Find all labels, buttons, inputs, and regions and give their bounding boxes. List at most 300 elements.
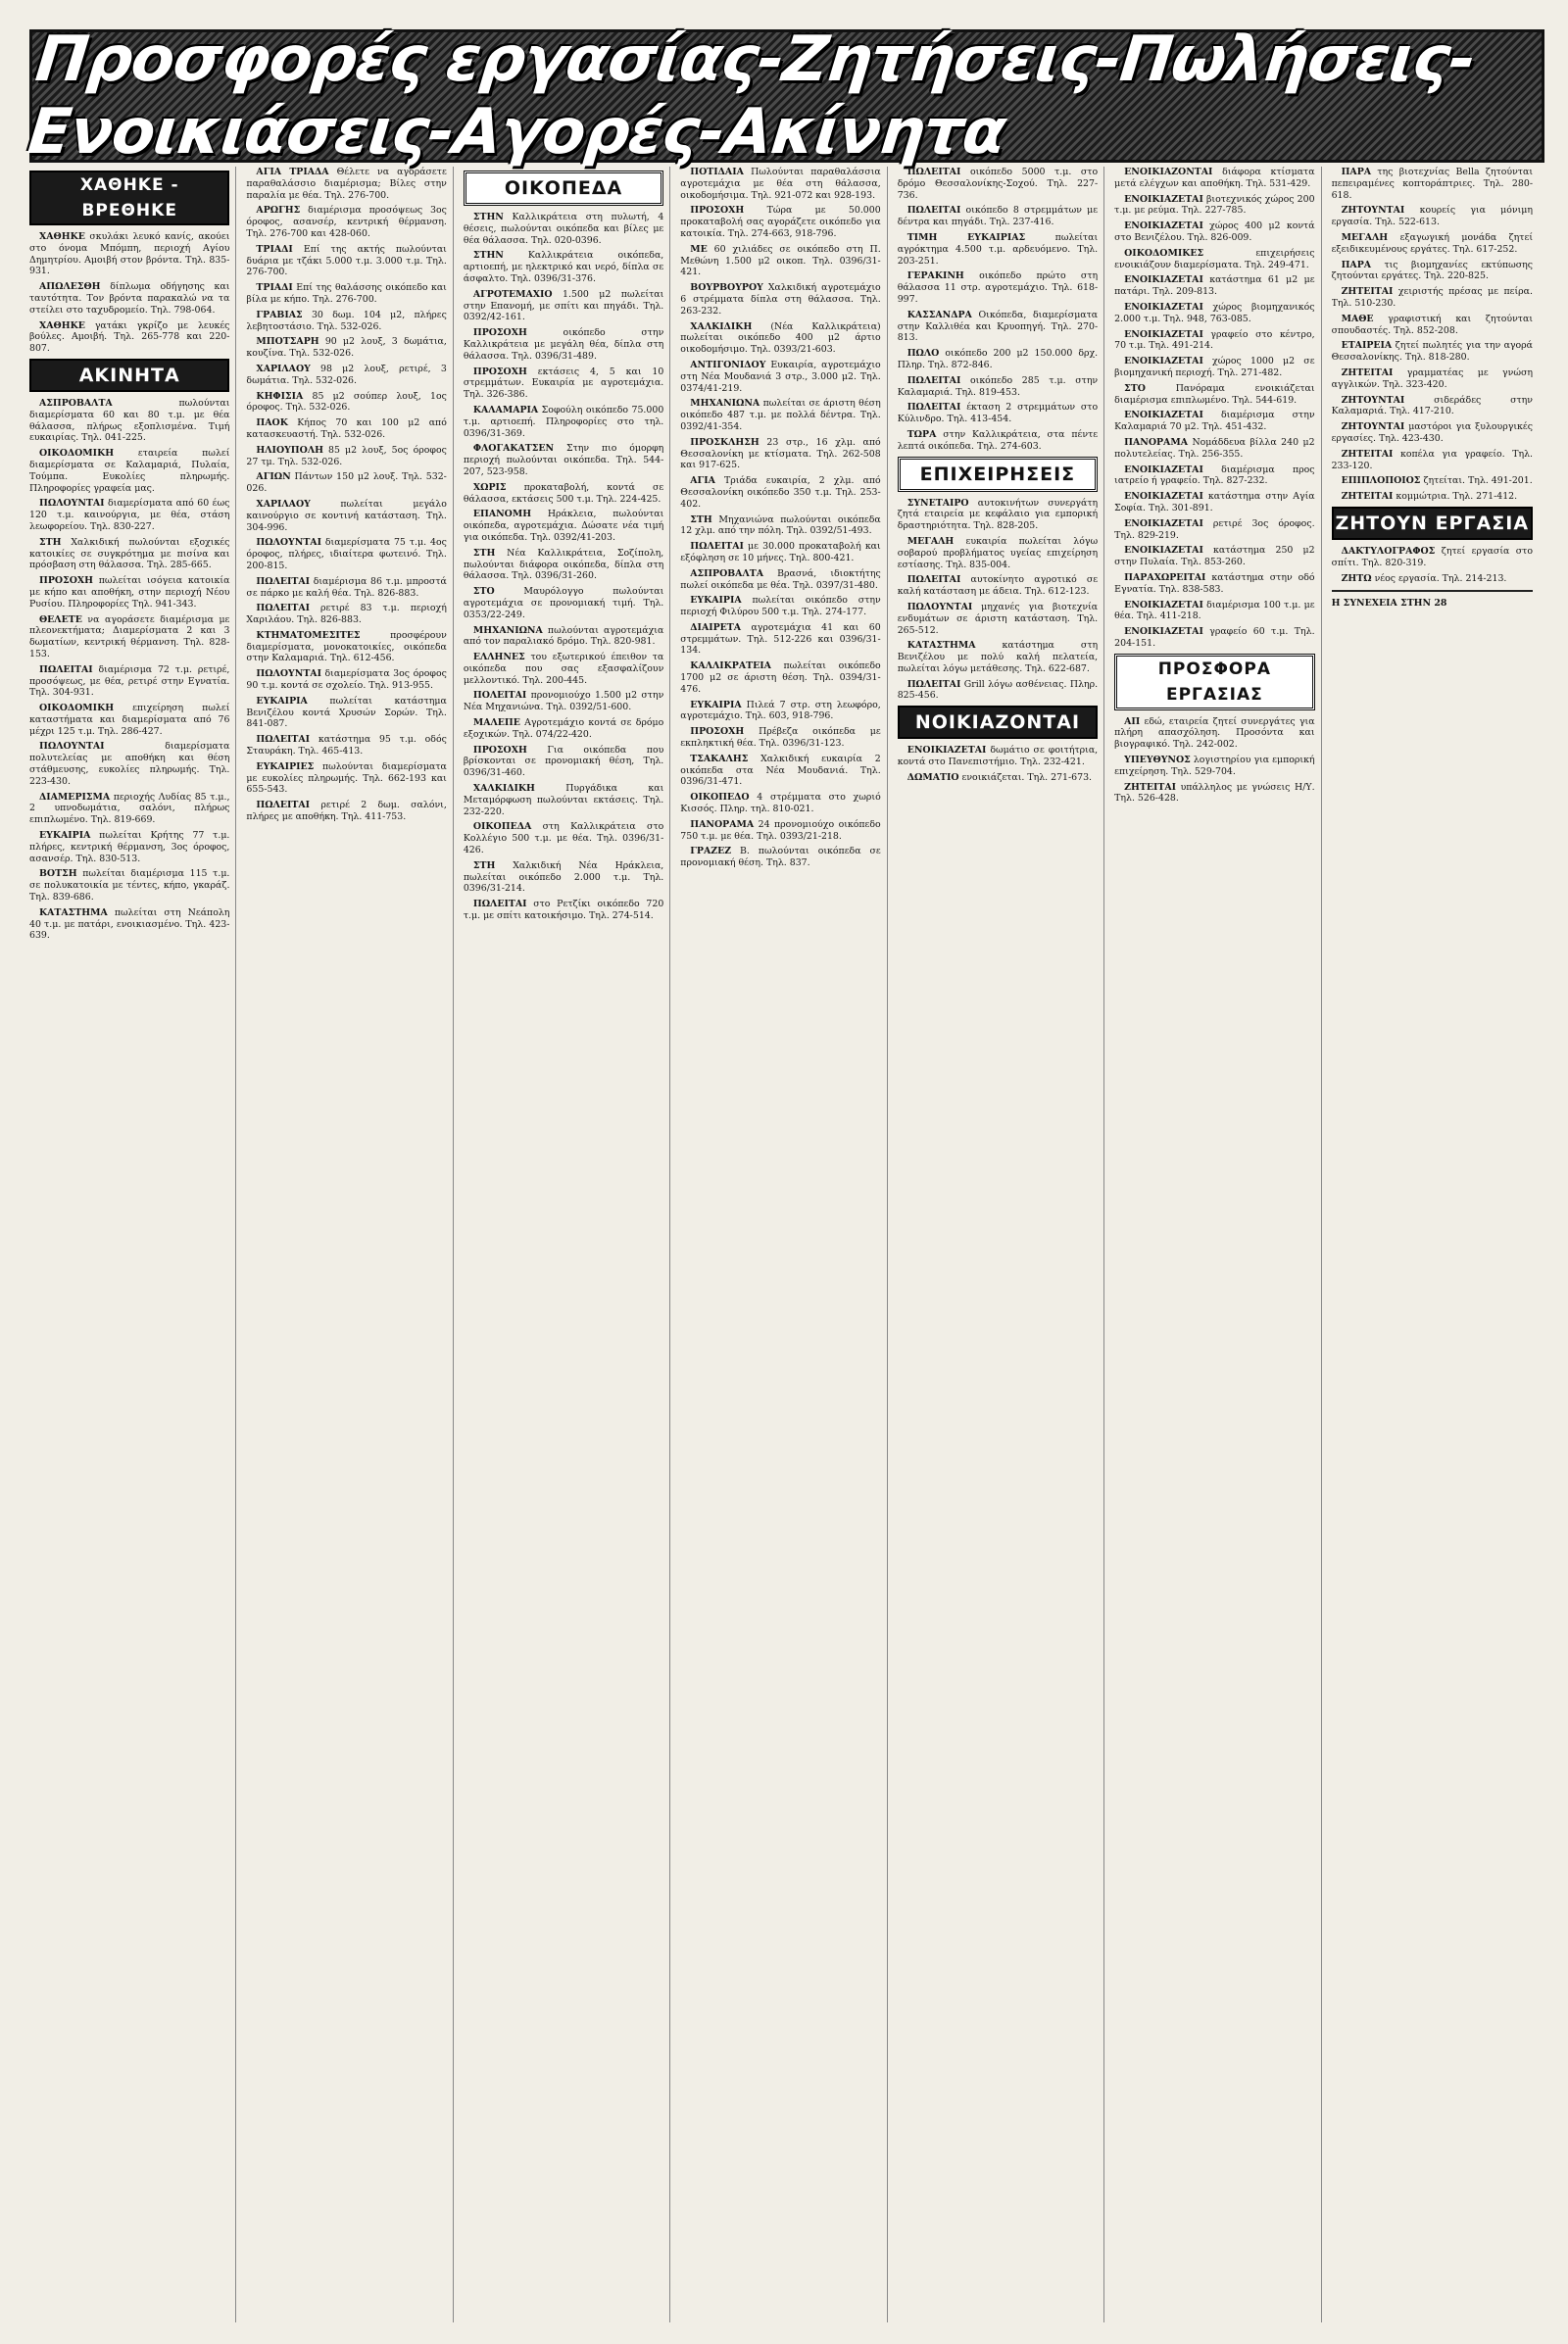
ad-text: πωλείται σε άριστη θέση οικόπεδο 487 τ.μ. με πολλά δέντρα. Τηλ. 0392/41-354. bbox=[680, 398, 881, 432]
classified-ad bbox=[1114, 356, 1314, 379]
ad-text: προσφέρουν διαμερίσματα, μονοκατοικίες, οικόπεδα στην Καλαμαριά. Τηλ. 612-456. bbox=[246, 629, 447, 664]
classified-ad bbox=[1114, 248, 1314, 271]
section-banner bbox=[24, 24, 1544, 169]
ad-text: Ευκαιρία, αγροτεμάχιο στη Νέα Μουδανιά 3 στρ., 3.000 μ2. Τηλ. 0374/41-219. bbox=[680, 359, 881, 394]
ad-text: 24 προνομιούχο οικόπεδο 750 τ.μ. με θέα. Τηλ. 0393/21-218. bbox=[680, 818, 881, 842]
ads-realestate-cont bbox=[246, 167, 446, 823]
ad-text: εταιρεία πωλεί διαμερίσματα σε Καλαμαριά, Πυλαία, Τούμπα. Ευκολίες πληρωμής. Πληροφορίες γραφεία μας. bbox=[29, 448, 230, 494]
ad-text: 90 μ2 λουξ, 3 δωμάτια, κουζίνα. Τηλ. 532-026. bbox=[246, 336, 447, 360]
classified-ad bbox=[464, 482, 663, 506]
ad-lead: ΠΩΛΕΙΤΑΙ bbox=[256, 734, 311, 746]
ad-lead: ΠΩΛΕΙΤΑΙ bbox=[256, 603, 311, 614]
ad-text: εκτάσεις 4, 5 και 10 στρεμμάτων. Ευκαιρία με αγροτεμάχια. Τηλ. 326-386. bbox=[463, 366, 664, 401]
ad-lead: ΚΑΣΣΑΝΔΡΑ bbox=[906, 309, 972, 320]
ad-text: Πάντων 150 μ2 λουξ. Τηλ. 532-026. bbox=[246, 471, 447, 495]
ad-text: ρετιρέ 83 τ.μ. περιοχή Χαριλάου. Τηλ. 826-883. bbox=[246, 603, 447, 626]
ad-lead: ΕΝΟΙΚΙΑΖΕΤΑΙ bbox=[1124, 410, 1203, 421]
ads-jobs-wanted bbox=[1332, 546, 1533, 584]
classified-ad bbox=[680, 244, 880, 278]
ad-lead: ΕΝΟΙΚΙΑΖΕΤΑΙ bbox=[1124, 599, 1203, 610]
ad-text: οικόπεδο 200 μ2 150.000 δρχ. Πληρ. Τηλ. 872-846. bbox=[897, 348, 1099, 370]
classified-ad bbox=[680, 398, 880, 432]
ad-text: εδώ, εταιρεία ζητεί συνεργάτες για πλήρη απασχόληση. Προσόντα και βιογραφικό. Τηλ. 242-002. bbox=[1114, 715, 1315, 751]
classified-ad bbox=[29, 498, 229, 532]
column-4 bbox=[680, 167, 887, 2322]
ad-text: κοπέλα για γραφείο. Τηλ. 233-120. bbox=[1331, 448, 1533, 471]
ad-text: κατάστημα στην οδό Εγνατία. Τηλ. 838-583. bbox=[1114, 571, 1315, 595]
classified-ad bbox=[680, 167, 880, 201]
classified-ad bbox=[464, 250, 663, 284]
ad-text: μαστόροι για ξυλουργικές εργασίες. Τηλ. 423-430. bbox=[1331, 421, 1534, 444]
ad-text: Πρέβεζα οικόπεδα με εκπληκτική θέα. Τηλ. 0396/31-123. bbox=[680, 726, 881, 750]
ad-text: σιδεράδες στην Καλαμαριά. Τηλ. 417-210. bbox=[1331, 394, 1533, 417]
ad-text: Χαλκιδική αγροτεμάχιο 6 στρέμματα δίπλα στη θάλασσα. Τηλ. 263-232. bbox=[680, 282, 881, 317]
classified-ad bbox=[1332, 260, 1533, 283]
classified-ad bbox=[680, 205, 880, 239]
ad-text: 85 μ2 σούπερ λουξ, 1ος όροφος. Τηλ. 532-026. bbox=[246, 390, 447, 414]
ad-text: κατάστημα στη Βενιζέλου με πολύ καλή πελατεία, πωλείται λόγω μετάθεσης. Τηλ. 622-687. bbox=[897, 640, 1099, 674]
ad-lead: ΒΟΤΣΗ bbox=[39, 868, 77, 880]
ad-text: χειριστής πρέσας με πείρα. Τηλ. 510-230. bbox=[1331, 286, 1533, 309]
classified-ad bbox=[1114, 600, 1314, 623]
ad-lead: ΑΝΤΙΓΟΝΙΔΟΥ bbox=[690, 359, 766, 370]
ad-text: αυτοκινήτων συνεργάτη ζητά εταιρεία με κεφάλαιο για εμπορική δραστηριότητα. Τηλ. 828-205. bbox=[897, 497, 1099, 532]
ad-lead: ΤΡΙΑΔΙ bbox=[256, 243, 293, 255]
ad-lead: ΠΩΛΕΙΤΑΙ bbox=[906, 167, 961, 177]
ad-lead: ΧΩΡΙΣ bbox=[472, 481, 507, 493]
ad-text: Πωλούνται παραθαλάσσια αγροτεμάχια με θέα στη θάλασσα, οικοδομήσιμα. Τηλ. 921-072 και 928-193. bbox=[680, 167, 881, 201]
ad-lead: ΠΑΡΑΧΩΡΕΙΤΑΙ bbox=[1124, 571, 1206, 583]
ad-lead: ΠΩΛΟΥΝΤΑΙ bbox=[256, 668, 321, 680]
ad-text: ζητείται. Τηλ. 491-201. bbox=[1423, 475, 1533, 487]
ad-lead: ΠΡΟΣΟΧΗ bbox=[39, 575, 93, 587]
ad-lead: ΣΤΗΝ bbox=[472, 212, 504, 222]
classified-ad bbox=[1114, 437, 1314, 461]
classified-ad bbox=[1114, 491, 1314, 514]
classified-ad bbox=[1332, 167, 1533, 201]
classified-ad bbox=[246, 336, 446, 360]
ad-lead: ΖΗΤΟΥΝΤΑΙ bbox=[1341, 394, 1405, 406]
ad-text: να αγοράσετε διαμέρισμα με πλεονεκτήματα; Διαμερίσματα 2 και 3 δωματίων, κεντρική θέρμανση. Τηλ. 828-153. bbox=[29, 613, 230, 659]
classified-ad bbox=[29, 231, 229, 277]
classified-ad bbox=[246, 668, 446, 692]
ad-text: σκυλάκι λευκό κανίς, ακούει στο όνομα Μπόμπη, περιοχή Αγίου Δημητρίου. Αμοιβή στον βρόντα. Τηλ. 835-931. bbox=[29, 231, 230, 277]
ad-text: γατάκι γκρίζο με λευκές βούλες. Αμοιβή. Τηλ. 265-778 και 220-807. bbox=[29, 319, 230, 355]
classified-ad bbox=[464, 548, 663, 582]
classified-ad bbox=[464, 327, 663, 362]
classified-ad bbox=[1114, 626, 1314, 650]
classified-ad bbox=[29, 664, 229, 699]
ad-text: κατάστημα 61 μ2 με πατάρι. Τηλ. 209-813. bbox=[1114, 274, 1315, 298]
classified-ad bbox=[898, 167, 1098, 201]
classified-ad bbox=[464, 212, 663, 246]
ad-text: Βρασνά, ιδιοκτήτης πωλεί οικόπεδα με θέα. Τηλ. 0397/31-480. bbox=[680, 567, 881, 591]
ad-lead: ΑΣΠΡΟΒΑΛΤΑ bbox=[690, 567, 763, 579]
classified-ad bbox=[246, 734, 446, 757]
ad-lead: ΜΠΟΤΣΑΡΗ bbox=[256, 336, 319, 348]
heading-rentals-wanted: ΝΟΙΚΙΑΖΟΝΤΑΙ bbox=[898, 706, 1098, 739]
classified-ad bbox=[29, 614, 229, 660]
ad-lead: ΑΡΩΓΗΣ bbox=[256, 205, 301, 217]
classified-ad bbox=[680, 321, 880, 356]
classified-ad bbox=[464, 625, 663, 649]
classified-ad bbox=[246, 499, 446, 533]
ad-text: Χαλκιδική ευκαιρία 2 οικόπεδα στα Νέα Μουδανιά. Τηλ. 0396/31-471. bbox=[680, 753, 881, 788]
ad-text: πωλείται αγρόκτημα 4.500 τ.μ. αρδευόμενο. Τηλ. 203-251. bbox=[897, 231, 1099, 267]
classified-ad bbox=[1114, 167, 1314, 190]
ad-lead: ΣΤΟ bbox=[472, 586, 495, 598]
ad-lead: ΠΩΛΕΙΤΑΙ bbox=[39, 663, 93, 675]
classified-ad bbox=[680, 622, 880, 657]
ad-lead: ΠΩΛΕΙΤΑΙ bbox=[690, 541, 744, 553]
ad-lead: ΑΠ bbox=[1124, 715, 1141, 727]
ad-text: βιοτεχνικός χώρος 200 τ.μ. με ρεύμα. Τηλ. 227-785. bbox=[1114, 193, 1315, 217]
ad-lead: ΠΩΛΕΙΤΑΙ bbox=[906, 678, 961, 690]
ad-text: ρετιρέ 3ος όροφος. Τηλ. 829-219. bbox=[1114, 517, 1315, 541]
ad-lead: ΓΡΑΖΕΖ bbox=[690, 846, 732, 857]
ad-text: πωλείται οικόπεδο στην περιοχή Φιλύρου 500 τ.μ. Τηλ. 274-177. bbox=[680, 595, 881, 618]
classified-ad bbox=[898, 602, 1098, 636]
ads-plots-cont bbox=[680, 167, 880, 869]
ad-lead: ΘΕΛΕΤΕ bbox=[39, 613, 82, 625]
ad-text: δίπλωμα οδήγησης και ταυτότητα. Τον βρόντα παρακαλώ να τα στείλει στο ταχυδρομείο. Τηλ. 798-064. bbox=[29, 281, 230, 316]
classified-ad bbox=[246, 537, 446, 571]
classified-ad bbox=[29, 398, 229, 444]
ad-text: Αγροτεμάχιο κοντά σε δρόμο εξοχικών. Τηλ. 074/22-420. bbox=[463, 717, 664, 740]
heading-business: ΕΠΙΧΕΙΡΗΣΕΙΣ bbox=[898, 457, 1098, 492]
ad-text: προνομιούχο 1.500 μ2 στην Νέα Μηχανιώνα. Τηλ. 0392/51-600. bbox=[463, 690, 664, 713]
ad-text: Για οικόπεδα που βρίσκονται σε προνομιακή θέση, Τηλ. 0396/31-460. bbox=[463, 744, 664, 779]
ad-text: πωλείται στη Νεάπολη 40 τ.μ. με πατάρι, ενοικιασμένο. Τηλ. 423-639. bbox=[29, 906, 230, 942]
classified-ad bbox=[29, 320, 229, 355]
classified-ad bbox=[246, 696, 446, 730]
ad-text: πωλούνται αγροτεμάχια από τον παραλιακό δρόμο. Τηλ. 820-981. bbox=[463, 624, 664, 648]
ad-text: Χαλκιδική πωλούνται εξοχικές κατοικίες σε συγκρότημα με πισίνα και πρόσβαση στη θάλασσα. Τηλ. 285-665. bbox=[29, 536, 230, 571]
ad-lead: ΠΑΟΚ bbox=[256, 417, 288, 429]
ad-text: 85 μ2 λουξ, 5ος όροφος 27 τμ. Τηλ. 532-026. bbox=[246, 444, 447, 467]
ad-lead: ΧΑΡΙΛΑΟΥ bbox=[256, 498, 311, 510]
ad-text: διαμέρισμα στην Καλαμαριά 70 μ2. Τηλ. 451-432. bbox=[1114, 410, 1315, 433]
heading-plots: ΟΙΚΟΠΕΔΑ bbox=[464, 171, 663, 206]
ad-lead: ΕΝΟΙΚΙΑΖΕΤΑΙ bbox=[1124, 356, 1203, 367]
ad-text: γραφείο 60 τ.μ. Τηλ. 204-151. bbox=[1114, 626, 1315, 649]
classified-ad bbox=[29, 741, 229, 787]
classified-ad bbox=[464, 289, 663, 323]
ad-lead: ΟΙΚΟΔΟΜΙΚΗ bbox=[39, 448, 115, 460]
ad-text: πωλείται κατάστημα Βενιζέλου κοντά Χρυσών Σορών. Τηλ. 841-087. bbox=[246, 695, 447, 730]
classified-ad bbox=[1114, 464, 1314, 488]
classified-ad bbox=[464, 899, 663, 922]
ad-lead: ΣΤΗ bbox=[472, 859, 496, 871]
ad-lead: ΧΑΛΚΙΔΙΚΗ bbox=[690, 320, 753, 332]
ad-lead: ΕΝΟΙΚΙΑΖΕΤΑΙ bbox=[1124, 517, 1203, 529]
ad-text: κουρείς για μόνιμη εργασία. Τηλ. 522-613. bbox=[1331, 205, 1534, 228]
classified-ad bbox=[464, 443, 663, 477]
ads-realestate bbox=[29, 398, 229, 942]
ad-text: κατάστημα 95 τ.μ. οδός Σταυράκη. Τηλ. 465-413. bbox=[246, 734, 447, 757]
ad-lead: ΠΩΛΕΙΤΑΙ bbox=[906, 374, 961, 386]
classified-ad bbox=[464, 745, 663, 779]
ad-text: πωλείται οικόπεδο 1700 μ2 σε άριστη θέση. Τηλ. 0394/31-476. bbox=[680, 660, 881, 695]
ad-lead: ΣΤΗΝ bbox=[472, 250, 504, 262]
classified-ad bbox=[1332, 491, 1533, 503]
classified-ad bbox=[246, 244, 446, 278]
ad-lead: ΚΑΛΑΜΑΡΙΑ bbox=[472, 404, 539, 415]
ad-lead: ΣΥΝΕΤΑΙΡΟ bbox=[906, 497, 969, 509]
classified-ad bbox=[246, 630, 446, 664]
classified-ad bbox=[1332, 421, 1533, 445]
ad-text: διαμέρισμα 86 τ.μ. μπροστά σε πάρκο με καλή θέα. Τηλ. 826-883. bbox=[246, 575, 447, 599]
classified-ad bbox=[898, 310, 1098, 344]
ad-text: οικόπεδο πρώτο στη θάλασσα 11 στρ. αγροτεμάχιο. Τηλ. 618-997. bbox=[897, 270, 1099, 305]
ad-text: γραμματέας με γνώση αγγλικών. Τηλ. 323-420. bbox=[1331, 366, 1533, 390]
ads-job-offers bbox=[1114, 716, 1314, 806]
ad-text: νέος εργασία. Τηλ. 214-213. bbox=[1374, 572, 1507, 584]
classified-ad bbox=[246, 282, 446, 306]
ads-business bbox=[898, 498, 1098, 703]
ad-lead: ΠΩΛΕΙΤΑΙ bbox=[906, 402, 961, 414]
classified-ad bbox=[246, 391, 446, 415]
classified-ad bbox=[1332, 232, 1533, 256]
ad-lead: ΑΣΠΡΟΒΑΛΤΑ bbox=[39, 397, 113, 409]
ad-text: Νέα Καλλικράτεια, Σοζίπολη, πωλούνται διάφορα οικόπεδα, δίπλα στη θάλασσα. Τηλ. 0396/31-260. bbox=[463, 547, 664, 582]
ad-lead: ΔΑΚΤΥΛΟΓΡΑΦΟΣ bbox=[1341, 545, 1436, 557]
classified-ad bbox=[898, 574, 1098, 598]
ad-lead: ΜΑΛΕΠΕ bbox=[472, 717, 520, 729]
ad-text: Grill λόγω ασθένειας. Πληρ. 825-456. bbox=[897, 678, 1099, 702]
classified-ad bbox=[680, 819, 880, 843]
classified-ad bbox=[680, 754, 880, 788]
ad-text: περιοχής Λυδίας 85 τ.μ., 2 υπνοδωμάτια, σαλόνι, πλήρως επιπλωμένο. Τηλ. 819-669. bbox=[29, 791, 230, 826]
ad-text: οικόπεδο στην Καλλικράτεια με μεγάλη θέα, δίπλα στη θάλασσα. Τηλ. 0396/31-489. bbox=[463, 327, 664, 362]
continuation-note: Η ΣΥΝΕΧΕΙΑ ΣΤΗΝ 28 bbox=[1331, 598, 1447, 610]
classified-ad bbox=[1332, 340, 1533, 364]
classified-ad bbox=[29, 703, 229, 737]
ad-lead: ΠΩΛΟΥΝΤΑΙ bbox=[39, 498, 105, 510]
ads-rentals bbox=[1114, 167, 1314, 650]
ads-rentals-wanted bbox=[898, 745, 1098, 783]
ad-lead: ΑΓΙΩΝ bbox=[256, 471, 291, 483]
ad-lead: ΕΠΑΝΟΜΗ bbox=[472, 509, 532, 520]
ad-lead: ΖΗΤΕΙΤΑΙ bbox=[1341, 448, 1394, 460]
ad-lead: ΖΗΤΕΙΤΑΙ bbox=[1341, 491, 1394, 503]
ad-text: Πιλεά 7 στρ. στη λεωφόρο, αγροτεμάχιο. Τηλ. 603, 918-796. bbox=[680, 699, 881, 722]
classified-ad bbox=[1332, 573, 1533, 585]
ad-lead: ΑΓΡΟΤΕΜΑΧΙΟ bbox=[472, 288, 553, 300]
classified-ad bbox=[246, 205, 446, 239]
ad-lead: ΠΩΛΟΥΝΤΑΙ bbox=[906, 601, 973, 612]
classified-ad bbox=[898, 402, 1098, 425]
ad-text: πωλούνται διαμερίσματα 60 και 80 τ.μ. με θέα θάλασσα, πλήρως εξοπλισμένα. Τιμή ευκαιρίας. Τηλ. 041-225. bbox=[29, 397, 230, 444]
classified-ad bbox=[246, 364, 446, 387]
ad-text: κομμώτρια. Τηλ. 271-412. bbox=[1396, 491, 1518, 503]
ad-text: Χαλκιδική Νέα Ηράκλεια, πωλείται οικόπεδο 2.000 τ.μ. Τηλ. 0396/31-214. bbox=[463, 859, 664, 895]
classified-ad bbox=[680, 700, 880, 723]
ads-job-offers-cont bbox=[1332, 167, 1533, 503]
classified-ad bbox=[680, 568, 880, 592]
column-5 bbox=[898, 167, 1104, 2322]
ad-lead: ΖΗΤΕΙΤΑΙ bbox=[1124, 781, 1176, 793]
classified-ad bbox=[898, 205, 1098, 228]
classified-ad bbox=[898, 679, 1098, 703]
classified-ad bbox=[464, 366, 663, 401]
ad-text: οικόπεδο 285 τ.μ. στην Καλαμαριά. Τηλ. 819-453. bbox=[897, 374, 1099, 398]
ad-lead: ΕΝΟΙΚΙΑΖΕΤΑΙ bbox=[1124, 301, 1203, 313]
ad-text: οικόπεδο 5000 τ.μ. στο δρόμο Θεσσαλονίκης-Σοχού. Τηλ. 227-736. bbox=[897, 167, 1099, 201]
ad-text: γραφείο στο κέντρο, 70 τ.μ. Τηλ. 491-214. bbox=[1114, 328, 1315, 352]
ad-lead: ΠΡΟΣΟΧΗ bbox=[690, 205, 745, 217]
column-6 bbox=[1114, 167, 1321, 2322]
classified-ad bbox=[1114, 716, 1314, 751]
ad-lead: ΑΓΙΑ bbox=[690, 475, 715, 487]
classified-ad bbox=[1114, 302, 1314, 325]
classified-ad bbox=[680, 475, 880, 510]
ad-text: διαμέρισμα 72 τ.μ. ρετιρέ, προσόψεως, με θέα, ρετιρέ στην Εγνατία. Τηλ. 304-931. bbox=[29, 663, 230, 699]
ad-lead: ΕΝΟΙΚΙΑΖΕΤΑΙ bbox=[1124, 491, 1203, 503]
ad-text: Οικόπεδα, διαμερίσματα στην Καλλιθέα και Κρυοπηγή. Τηλ. 270-813. bbox=[897, 309, 1099, 344]
classified-ad bbox=[246, 576, 446, 600]
ad-lead: ΔΙΑΜΕΡΙΣΜΑ bbox=[39, 791, 111, 803]
ad-text: στη Καλλικράτεια στο Κολλέγιο 500 τ.μ. με θέα. Τηλ. 0396/31-426. bbox=[463, 821, 664, 856]
ad-lead: ΖΗΤΟΥΝΤΑΙ bbox=[1341, 421, 1405, 433]
classified-ad bbox=[464, 821, 663, 855]
classified-ad bbox=[1332, 205, 1533, 228]
ad-text: διάφορα κτίσματα μετά ελέγχων και αποθήκη. Τηλ. 531-429. bbox=[1114, 167, 1315, 189]
ad-lead: ΚΤΗΜΑΤΟΜΕΣΙΤΕΣ bbox=[256, 629, 361, 641]
classified-ad bbox=[898, 536, 1098, 570]
ad-lead: ΖΗΤΕΙΤΑΙ bbox=[1341, 286, 1394, 298]
heading-job-offers: ΠΡΟΣΦΟΡΑ ΕΡΓΑΣΙΑΣ bbox=[1114, 654, 1314, 710]
ad-text: Μηχανιώνα πωλούνται οικόπεδα 12 χλμ. από την πόλη. Τηλ. 0392/51-493. bbox=[680, 513, 881, 537]
ad-text: Επί της ακτής πωλούνται δυάρια με τζάκι 5.000 τ.μ. 3.000 τ.μ. Τηλ. 276-700. bbox=[246, 243, 447, 278]
ad-lead: ΠΑΡΑ bbox=[1341, 167, 1372, 177]
heading-realestate: ΑΚΙΝΗΤΑ bbox=[29, 359, 229, 392]
ad-text: κατάστημα 250 μ2 στην Πυλαία. Τηλ. 853-260. bbox=[1114, 545, 1315, 568]
ad-lead: ΦΛΟΓΑΚΑΤΣΕΝ bbox=[472, 443, 555, 455]
ad-lead: ΠΡΟΣΚΛΗΣΗ bbox=[690, 436, 760, 448]
ad-lead: ΠΩΛΟΥΝΤΑΙ bbox=[39, 741, 105, 753]
ad-text: Τριάδα ευκαιρία, 2 χλμ. από Θεσσαλονίκη οικόπεδο 350 τ.μ. Τηλ. 253-402. bbox=[680, 475, 881, 510]
classified-ad bbox=[680, 514, 880, 538]
ad-text: υπάλληλος με γνώσεις Η/Υ. Τηλ. 526-428. bbox=[1114, 781, 1315, 805]
ad-lead: ΕΝΟΙΚΙΑΖΕΤΑΙ bbox=[906, 745, 987, 757]
ad-lead: ΜΗΧΑΝΙΩΝΑ bbox=[472, 624, 543, 636]
ad-lead: ΔΩΜΑΤΙΟ bbox=[906, 771, 959, 783]
classified-ad bbox=[246, 445, 446, 468]
ad-lead: ΧΑΡΙΛΑΟΥ bbox=[256, 363, 311, 374]
classified-ad bbox=[680, 541, 880, 564]
classified-ad bbox=[29, 575, 229, 610]
ad-lead: ΜΑΘΕ bbox=[1341, 313, 1374, 324]
classified-ad bbox=[29, 281, 229, 316]
ad-text: Νομάδδευα βίλλα 240 μ2 πολυτελείας. Τηλ. 256-355. bbox=[1114, 436, 1315, 460]
ad-text: Καλλικράτεια στη πυλωτή, 4 θέσεις, πωλούνται οικόπεδα και βίλες με θέα θάλασσα. Τηλ. 020-0396. bbox=[463, 212, 664, 246]
ad-text: πωλείται διαμέρισμα 115 τ.μ. σε πολυκατοικία με τέντες, κήπο, γκαράζ. Τηλ. 839-686. bbox=[29, 868, 230, 903]
classified-ad bbox=[1114, 274, 1314, 298]
ad-text: (Νέα Καλλικράτεια) πωλείται οικόπεδο 400 μ2 άρτιο οικοδομήσιμο. Τηλ. 0393/21-603. bbox=[680, 320, 881, 356]
ad-lead: ΕΠΙΠΛΟΠΟΙΟΣ bbox=[1341, 475, 1421, 487]
ad-lead: ΕΥΚΑΙΡΙΑ bbox=[256, 695, 308, 707]
ad-lead: ΕΝΟΙΚΙΑΖΕΤΑΙ bbox=[1124, 220, 1203, 232]
ad-lead: ΟΙΚΟΠΕΔΟ bbox=[690, 792, 750, 804]
ad-text: πωλείται μεγάλο καινούργιο σε κοντινή κατάσταση. Τηλ. 304-996. bbox=[246, 498, 447, 533]
ad-lead: ΕΥΚΑΙΡΙΑ bbox=[39, 830, 91, 842]
ad-text: στην Καλλικράτεια, στα πέντε λεπτά οικόπεδα. Τηλ. 274-603. bbox=[897, 428, 1099, 452]
ad-lead: ΠΑΝΟΡΑΜΑ bbox=[1124, 436, 1188, 448]
ad-lead: ΠΡΟΣΟΧΗ bbox=[472, 744, 527, 756]
ad-text: διαμερίσματα 75 τ.μ. 4ος όροφος, πλήρες, ιδιαίτερα φωτεινό. Τηλ. 200-815. bbox=[246, 537, 447, 571]
classified-ad bbox=[246, 761, 446, 796]
ad-lead: ΧΑΘΗΚΕ bbox=[39, 319, 85, 331]
classified-columns bbox=[29, 167, 1539, 2322]
classified-ad bbox=[680, 282, 880, 317]
ad-text: χώρος 400 μ2 κοντά στο Βενιζέλου. Τηλ. 826-009. bbox=[1114, 220, 1315, 243]
column-7 bbox=[1332, 167, 1539, 2322]
heading-lost-found: ΧΑΘΗΚΕ - ΒΡΕΘΗΚΕ bbox=[29, 171, 229, 225]
ad-text: χώρος βιομηχανικός 2.000 τ.μ. Τηλ. 948, 763-085. bbox=[1114, 301, 1315, 324]
column-1 bbox=[29, 167, 236, 2322]
classified-ad bbox=[898, 270, 1098, 305]
ad-text: 1.500 μ2 πωλείται στην Επανομή, με σπίτι και πηγάδι. Τηλ. 0392/42-161. bbox=[463, 288, 664, 323]
ad-lead: ΤΩΡΑ bbox=[906, 428, 937, 440]
column-3 bbox=[464, 167, 670, 2322]
ad-text: εξαγωγική μονάδα ζητεί εξειδικευμένους εργάτες. Τηλ. 617-252. bbox=[1331, 231, 1533, 255]
divider bbox=[1332, 590, 1533, 592]
ad-text: γραφιστική και ζητούνται σπουδαστές. Τηλ. 852-208. bbox=[1331, 313, 1533, 336]
ad-lead: ΗΛΙΟΥΠΟΛΗ bbox=[256, 444, 323, 456]
ad-lead: ΕΥΚΑΙΡΙΑ bbox=[690, 595, 742, 607]
ad-lead: ΚΑΤΑΣΤΗΜΑ bbox=[906, 640, 976, 652]
ad-text: Ηράκλεια, πωλούνται οικόπεδα, αγροτεμάχια. Δώσατε νέα τιμή για οικόπεδα. Τηλ. 0392/41-203. bbox=[463, 509, 664, 543]
ad-lead: ΠΡΟΣΟΧΗ bbox=[690, 726, 745, 738]
ad-lead: ΠΩΛΕΙΤΑΙ bbox=[256, 575, 311, 587]
classified-ad bbox=[680, 792, 880, 815]
classified-ad bbox=[680, 846, 880, 869]
classified-ad bbox=[1332, 475, 1533, 487]
ad-lead: ΠΩΛΕΙΤΑΙ bbox=[906, 205, 961, 217]
classified-ad bbox=[1332, 286, 1533, 310]
ad-text: ενοικιάζεται. Τηλ. 271-673. bbox=[961, 771, 1093, 783]
ad-text: Πανόραμα ενοικιάζεται διαμέρισμα επιπλωμένο. Τηλ. 544-619. bbox=[1114, 382, 1315, 406]
ad-lead: ΓΡΑΒΙΑΣ bbox=[256, 309, 303, 320]
ad-lead: ΕΝΟΙΚΙΑΖΕΤΑΙ bbox=[1124, 626, 1203, 638]
classified-ad bbox=[898, 498, 1098, 532]
classified-ad bbox=[29, 868, 229, 903]
ad-text: πωλείται ισόγεια κατοικία με κήπο και αποθήκη, στην περιοχή Νέου Ρυσίου. Πληροφορίες Τηλ. 941-343. bbox=[29, 575, 230, 610]
classified-ad bbox=[246, 167, 446, 201]
classified-ad bbox=[1114, 518, 1314, 542]
heading-jobs-wanted: ΖΗΤΟΥΝ ΕΡΓΑΣΙΑ bbox=[1332, 507, 1533, 540]
classified-ad bbox=[464, 690, 663, 713]
ad-text: δωμάτιο σε φοιτήτρια, κοντά στο Πανεπιστήμιο. Τηλ. 232-421. bbox=[897, 745, 1099, 768]
ad-lead: ΕΤΑΙΡΕΙΑ bbox=[1341, 340, 1393, 352]
ad-lead: ΖΗΤΕΙΤΑΙ bbox=[1341, 366, 1394, 378]
ad-lead: ΠΟΛΕΙΤΑΙ bbox=[472, 690, 527, 702]
ad-lead: ΜΕΓΑΛΗ bbox=[1341, 231, 1389, 243]
ad-lead: ΠΩΛΕΙΤΑΙ bbox=[472, 899, 527, 910]
classified-ad bbox=[1332, 449, 1533, 472]
classified-ad bbox=[1114, 220, 1314, 244]
ad-text: Σοφούλη οικόπεδο 75.000 τ.μ. αρτιοεπή. Πληροφορίες στο τηλ. 0396/31-369. bbox=[463, 404, 664, 439]
ad-text: πωλείται Κρήτης 77 τ.μ. πλήρες, κεντρική θέρμανση, 3ος όροφος, ασανσέρ. Τηλ. 830-513. bbox=[29, 830, 230, 864]
ads-plots-cont-2 bbox=[898, 167, 1098, 453]
ad-text: Τώρα με 50.000 προκαταβολή σας αγοράζετε οικόπεδο για κατοικία. Τηλ. 274-663, 918-796. bbox=[680, 205, 881, 239]
ad-lead: ΠΩΛΕΙΤΑΙ bbox=[906, 574, 961, 586]
classified-ad bbox=[464, 860, 663, 895]
ad-text: Κήπος 70 και 100 μ2 από κατασκευαστή. Τηλ. 532-026. bbox=[246, 417, 447, 440]
ad-text: ρετιρέ 2 δωμ. σαλόνι, πλήρες με αποθήκη. Τηλ. 411-753. bbox=[246, 800, 447, 823]
ad-text: οικόπεδο 8 στρεμμάτων με δέντρα και πηγάδι. Τηλ. 237-416. bbox=[897, 205, 1099, 228]
